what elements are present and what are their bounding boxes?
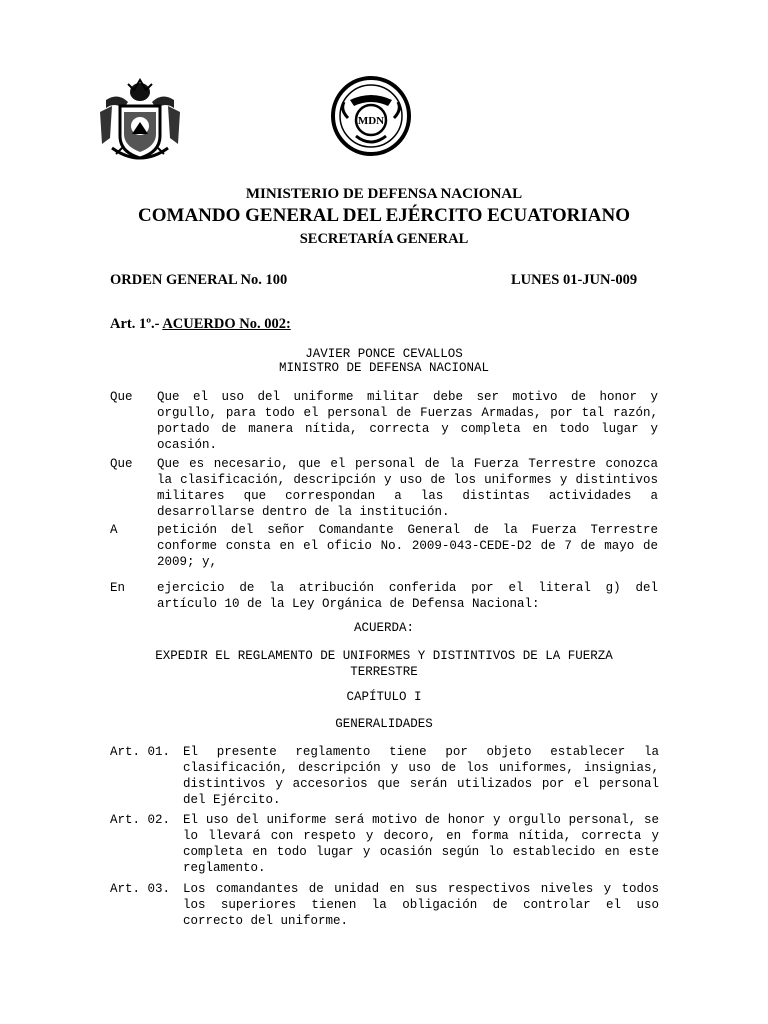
secretariat-heading: SECRETARÍA GENERAL	[299, 231, 469, 247]
consideration-4-lead: En	[110, 581, 126, 595]
consideration-1-text: Que el uso del uniforme militar debe ser motivo de honor y orgullo, para todo el personal de Fuerzas Armadas, por tal razón, portado de manera nítida, correcta y completa en todo lugar y ocasión.	[157, 390, 658, 452]
consideration-2-lead: Que	[110, 457, 133, 471]
ministry-seal-icon	[330, 74, 412, 158]
consideration-3-lead: A	[110, 523, 118, 537]
consideration-1-lead: Que	[110, 390, 133, 404]
command-heading: COMANDO GENERAL DEL EJÉRCITO ECUATORIANO	[138, 205, 630, 226]
article-02-label: Art. 02.	[110, 813, 171, 827]
article-01-label: Art. 01.	[110, 745, 171, 759]
seal-text: MDN	[357, 115, 385, 127]
signatory-title: MINISTRO DE DEFENSA NACIONAL	[278, 361, 490, 375]
consideration-2-text: Que es necesario, que el personal de la Fuerza Terrestre conozca la clasificación, descripción y uso de los uniformes y distintivos militares que correspondan a las distintas actividades a desarrollarse dentro de la institución.	[157, 457, 658, 519]
expedir-heading: EXPEDIR EL REGLAMENTO DE UNIFORMES Y DISTINTIVOS DE LA FUERZA TERRESTRE	[155, 649, 613, 679]
acuerda-heading: ACUERDA:	[353, 621, 414, 635]
agreement-number: ACUERDO No. 002:	[162, 316, 291, 332]
coat-of-arms-icon	[98, 78, 182, 166]
signatory-name: JAVIER PONCE CEVALLOS	[305, 347, 463, 361]
consideration-3-text: petición del señor Comandante General de la Fuerza Terrestre conforme consta en el oficio No. 2009-043-CEDE-D2 de 7 de mayo de 2009; y,	[157, 523, 658, 569]
order-number: ORDEN GENERAL No. 100	[110, 272, 288, 288]
consideration-4-text: ejercicio de la atribución conferida por el literal g) del artículo 10 de la Ley Orgánica de Defensa Nacional:	[157, 581, 658, 611]
ministry-heading: MINISTERIO DE DEFENSA NACIONAL	[245, 186, 523, 202]
article-01-text: El presente reglamento tiene por objeto establecer la clasificación, descripción y uso de los uniformes, insignias, distintivos y accesorios que serán utilizados por el personal del Ejército.	[183, 745, 659, 807]
article-03-label: Art. 03.	[110, 882, 171, 896]
article-03-text: Los comandantes de unidad en sus respectivos niveles y todos los superiores tienen la obligación de controlar el uso correcto del uniforme.	[183, 882, 659, 928]
article-prefix: Art. 1º.-	[110, 316, 163, 332]
order-date: LUNES 01-JUN-009	[511, 272, 638, 288]
section-heading: GENERALIDADES	[335, 717, 433, 731]
chapter-heading: CAPÍTULO I	[346, 690, 422, 704]
article-heading	[110, 316, 291, 333]
article-02-text: El uso del uniforme será motivo de honor y orgullo personal, se lo llevará con respeto y decoro, en forma nítida, correcta y completa en todo lugar y ocasión según lo establecido en este reglamento.	[183, 813, 659, 875]
